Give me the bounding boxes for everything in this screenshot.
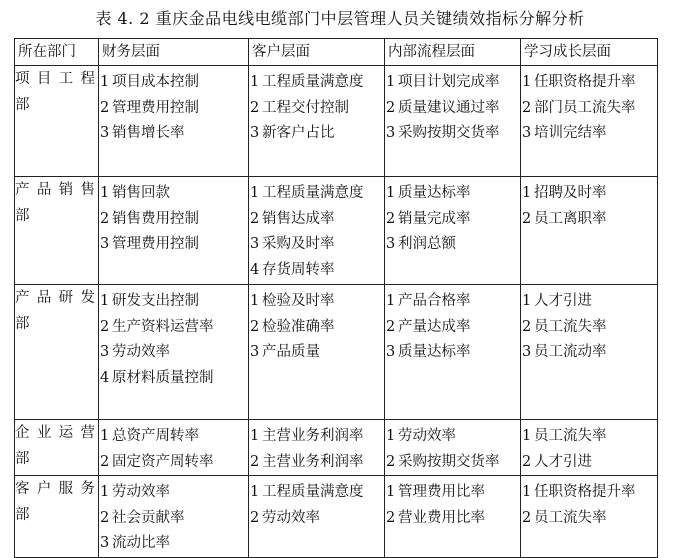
- kpi-item-number: 1: [522, 185, 532, 201]
- kpi-item: [385, 207, 520, 233]
- kpi-item-text: 项目成本控制: [112, 74, 199, 90]
- department-name: 产品研发: [15, 290, 98, 306]
- kpi-item: [99, 96, 248, 122]
- department-name-suffix: 部: [15, 507, 33, 523]
- kpi-item: [99, 506, 248, 532]
- kpi-item-text: 工程质量满意度: [262, 484, 364, 500]
- kpi-item-text: 培训完结率: [534, 125, 607, 141]
- kpi-item-number: 2: [522, 509, 532, 526]
- kpi-item: [249, 96, 384, 122]
- header-row: [15, 39, 658, 66]
- kpi-item-text: 员工流失率: [534, 318, 607, 335]
- kpi-item-number: 1: [522, 74, 532, 90]
- kpi-item-number: 2: [386, 453, 396, 470]
- kpi-item: [521, 181, 657, 207]
- kpi-item-number: 1: [100, 484, 110, 500]
- kpi-item: [385, 289, 520, 315]
- kpi-item-text: 产量达成率: [398, 318, 471, 335]
- kpi-item-text: 采购按期交货率: [398, 453, 500, 470]
- kpi-item-text: 质量建议通过率: [398, 99, 500, 116]
- kpi-item: [249, 289, 384, 315]
- kpi-item: [521, 70, 657, 96]
- table-row: [15, 476, 658, 558]
- department-name-suffix: 部: [15, 97, 33, 113]
- kpi-item: [521, 289, 657, 315]
- learning-growth-cell: [521, 420, 658, 476]
- kpi-item-text: 人才引进: [534, 293, 592, 309]
- kpi-item: [385, 315, 520, 341]
- kpi-item-number: 4: [100, 369, 110, 386]
- kpi-item: [385, 506, 520, 532]
- kpi-item: [99, 181, 248, 207]
- kpi-item: [99, 121, 248, 147]
- kpi-item-text: 总资产周转率: [112, 428, 199, 444]
- kpi-item-text: 人才引进: [534, 453, 592, 470]
- kpi-item: [249, 340, 384, 366]
- kpi-item: [521, 207, 657, 233]
- internal-process-cell: [385, 177, 521, 285]
- kpi-item: [249, 121, 384, 147]
- kpi-item: [385, 450, 520, 476]
- kpi-item-number: 1: [522, 293, 532, 309]
- department-name: 项目工程: [15, 71, 98, 87]
- header-customer: 客户层面: [249, 39, 385, 66]
- kpi-item-number: 2: [522, 99, 532, 116]
- kpi-item-text: 采购按期交货率: [398, 125, 500, 141]
- kpi-item-number: 2: [386, 210, 396, 227]
- department-name: 产品销售: [15, 182, 98, 198]
- department-name: 客户服务: [15, 481, 98, 497]
- kpi-item-number: 3: [250, 236, 260, 252]
- kpi-item-number: 3: [100, 344, 110, 360]
- kpi-item-text: 固定资产周转率: [112, 453, 214, 470]
- kpi-item: [385, 340, 520, 366]
- kpi-item: [249, 315, 384, 341]
- kpi-item-number: 3: [522, 125, 532, 141]
- kpi-item: [249, 480, 384, 506]
- kpi-item: [249, 181, 384, 207]
- kpi-item: [521, 480, 657, 506]
- kpi-item-text: 销售回款: [112, 185, 170, 201]
- kpi-item-text: 招聘及时率: [534, 185, 607, 201]
- customer-cell: [249, 476, 385, 558]
- customer-cell: [249, 285, 385, 420]
- kpi-item-number: 3: [100, 535, 110, 551]
- kpi-item-text: 销售费用控制: [112, 210, 199, 227]
- kpi-item-number: 1: [386, 428, 396, 444]
- kpi-item-text: 产品合格率: [398, 293, 471, 309]
- kpi-item-text: 任职资格提升率: [534, 74, 636, 90]
- kpi-item-number: 2: [100, 99, 110, 116]
- kpi-item: [249, 232, 384, 258]
- kpi-item-number: 2: [386, 509, 396, 526]
- kpi-item-text: 质量达标率: [398, 344, 471, 360]
- kpi-item: [385, 70, 520, 96]
- internal-process-cell: [385, 476, 521, 558]
- kpi-item-number: 1: [250, 428, 260, 444]
- kpi-item-text: 质量达标率: [398, 185, 471, 201]
- kpi-item-text: 劳动效率: [398, 428, 456, 444]
- kpi-item-text: 管理费用控制: [112, 236, 199, 252]
- kpi-item: [249, 207, 384, 233]
- table-row: [15, 177, 658, 285]
- kpi-item-number: 2: [522, 453, 532, 470]
- kpi-item: [99, 450, 248, 476]
- kpi-item-number: 2: [386, 318, 396, 335]
- kpi-item-text: 工程质量满意度: [262, 74, 364, 90]
- kpi-item-text: 检验准确率: [262, 318, 335, 335]
- learning-growth-cell: [521, 476, 658, 558]
- table-title: 表 4. 2 重庆金品电线电缆部门中层管理人员关键绩效指标分解分析: [95, 9, 585, 28]
- kpi-item: [99, 289, 248, 315]
- kpi-item: [249, 258, 384, 284]
- kpi-item-number: 3: [250, 344, 260, 360]
- kpi-item: [521, 121, 657, 147]
- kpi-item-number: 3: [386, 236, 396, 252]
- department-cell: [15, 66, 99, 177]
- internal-process-cell: [385, 285, 521, 420]
- kpi-item-number: 3: [386, 125, 396, 141]
- kpi-item-text: 采购及时率: [262, 236, 335, 252]
- kpi-item: [249, 450, 384, 476]
- kpi-item-text: 任职资格提升率: [534, 484, 636, 500]
- kpi-item: [99, 207, 248, 233]
- learning-growth-cell: [521, 177, 658, 285]
- header-financial: 财务层面: [99, 39, 249, 66]
- table-row: [15, 420, 658, 476]
- department-name-suffix: 部: [15, 451, 33, 467]
- kpi-item-number: 4: [250, 261, 260, 278]
- financial-cell: [99, 177, 249, 285]
- kpi-item: [385, 232, 520, 258]
- kpi-item-text: 流动比率: [112, 535, 170, 551]
- header-internal-process: 内部流程层面: [385, 39, 521, 66]
- kpi-item-text: 存货周转率: [262, 261, 335, 278]
- kpi-item: [385, 181, 520, 207]
- kpi-item-number: 1: [100, 428, 110, 444]
- kpi-item-text: 部门员工流失率: [534, 99, 636, 116]
- kpi-item: [99, 531, 248, 557]
- kpi-item-number: 3: [522, 344, 532, 360]
- kpi-item-number: 2: [250, 318, 260, 335]
- department-cell: [15, 420, 99, 476]
- kpi-item-number: 1: [250, 185, 260, 201]
- kpi-item-text: 产品质量: [262, 344, 320, 360]
- department-name-suffix: 部: [15, 316, 33, 332]
- kpi-item-number: 1: [250, 74, 260, 90]
- kpi-item: [99, 424, 248, 450]
- kpi-item-text: 研发支出控制: [112, 293, 199, 309]
- kpi-item: [99, 480, 248, 506]
- kpi-item-number: 2: [250, 99, 260, 116]
- kpi-item-text: 原材料质量控制: [112, 369, 214, 386]
- department-cell: [15, 285, 99, 420]
- kpi-item-text: 主营业务利润率: [262, 453, 364, 470]
- kpi-item-number: 1: [522, 428, 532, 444]
- kpi-item-number: 1: [100, 74, 110, 90]
- table-row: [15, 66, 658, 177]
- header-learning-growth: 学习成长层面: [521, 39, 658, 66]
- kpi-item: [521, 506, 657, 532]
- table-row: [15, 285, 658, 420]
- kpi-item: [521, 424, 657, 450]
- kpi-item-text: 工程交付控制: [262, 99, 349, 116]
- kpi-item-text: 销量完成率: [398, 210, 471, 227]
- kpi-item-number: 1: [100, 185, 110, 201]
- customer-cell: [249, 66, 385, 177]
- kpi-item: [385, 96, 520, 122]
- kpi-item-number: 2: [100, 509, 110, 526]
- kpi-item-number: 1: [522, 484, 532, 500]
- kpi-item: [385, 424, 520, 450]
- financial-cell: [99, 420, 249, 476]
- kpi-item-text: 利润总额: [398, 236, 456, 252]
- kpi-item-text: 工程质量满意度: [262, 185, 364, 201]
- kpi-item-text: 员工流失率: [534, 509, 607, 526]
- kpi-item-number: 3: [386, 344, 396, 360]
- kpi-item-number: 1: [250, 293, 260, 309]
- financial-cell: [99, 285, 249, 420]
- department-cell: [15, 177, 99, 285]
- kpi-item: [99, 315, 248, 341]
- kpi-item-text: 主营业务利润率: [262, 428, 364, 444]
- kpi-item-text: 社会贡献率: [112, 509, 185, 526]
- learning-growth-cell: [521, 285, 658, 420]
- kpi-item-text: 员工流失率: [534, 428, 607, 444]
- kpi-item-text: 销售增长率: [112, 125, 185, 141]
- kpi-item-number: 1: [386, 293, 396, 309]
- kpi-item-number: 3: [100, 236, 110, 252]
- kpi-item-number: 1: [250, 484, 260, 500]
- customer-cell: [249, 420, 385, 476]
- kpi-item-number: 1: [386, 185, 396, 201]
- kpi-item-text: 销售达成率: [262, 210, 335, 227]
- kpi-item-number: 2: [250, 210, 260, 227]
- kpi-item: [521, 340, 657, 366]
- header-department: 所在部门: [15, 39, 99, 66]
- kpi-item-text: 管理费用比率: [398, 484, 485, 500]
- kpi-item-text: 劳动效率: [112, 484, 170, 500]
- kpi-item-text: 劳动效率: [112, 344, 170, 360]
- kpi-item-text: 劳动效率: [262, 509, 320, 526]
- kpi-item-number: 2: [100, 318, 110, 335]
- kpi-item-number: 2: [100, 453, 110, 470]
- kpi-item: [99, 70, 248, 96]
- kpi-item: [521, 315, 657, 341]
- internal-process-cell: [385, 66, 521, 177]
- learning-growth-cell: [521, 66, 658, 177]
- kpi-item: [521, 96, 657, 122]
- kpi-table: [14, 38, 658, 558]
- kpi-item: [249, 424, 384, 450]
- kpi-item: [249, 70, 384, 96]
- kpi-item: [249, 506, 384, 532]
- internal-process-cell: [385, 420, 521, 476]
- kpi-item-number: 2: [250, 453, 260, 470]
- kpi-item-number: 3: [100, 125, 110, 141]
- kpi-item: [99, 340, 248, 366]
- department-cell: [15, 476, 99, 558]
- kpi-item-text: 员工流动率: [534, 344, 607, 360]
- kpi-item: [385, 480, 520, 506]
- kpi-item-text: 员工离职率: [534, 210, 607, 227]
- kpi-item-text: 项目计划完成率: [398, 74, 500, 90]
- kpi-item-number: 2: [250, 509, 260, 526]
- kpi-item-number: 1: [100, 293, 110, 309]
- kpi-item-number: 2: [100, 210, 110, 227]
- kpi-item-text: 管理费用控制: [112, 99, 199, 116]
- department-name-suffix: 部: [15, 208, 33, 224]
- kpi-item-number: 2: [386, 99, 396, 116]
- customer-cell: [249, 177, 385, 285]
- kpi-item: [385, 121, 520, 147]
- financial-cell: [99, 476, 249, 558]
- kpi-item-text: 生产资料运营率: [112, 318, 214, 335]
- kpi-item-text: 新客户占比: [262, 125, 335, 141]
- kpi-item: [99, 232, 248, 258]
- department-name: 企业运营: [15, 425, 98, 441]
- kpi-item-number: 3: [250, 125, 260, 141]
- kpi-item-number: 1: [386, 74, 396, 90]
- kpi-item-number: 2: [522, 210, 532, 227]
- kpi-item-number: 1: [386, 484, 396, 500]
- kpi-item: [521, 450, 657, 476]
- kpi-item-text: 营业费用比率: [398, 509, 485, 526]
- kpi-item: [99, 366, 248, 392]
- financial-cell: [99, 66, 249, 177]
- kpi-item-text: 检验及时率: [262, 293, 335, 309]
- kpi-item-number: 2: [522, 318, 532, 335]
